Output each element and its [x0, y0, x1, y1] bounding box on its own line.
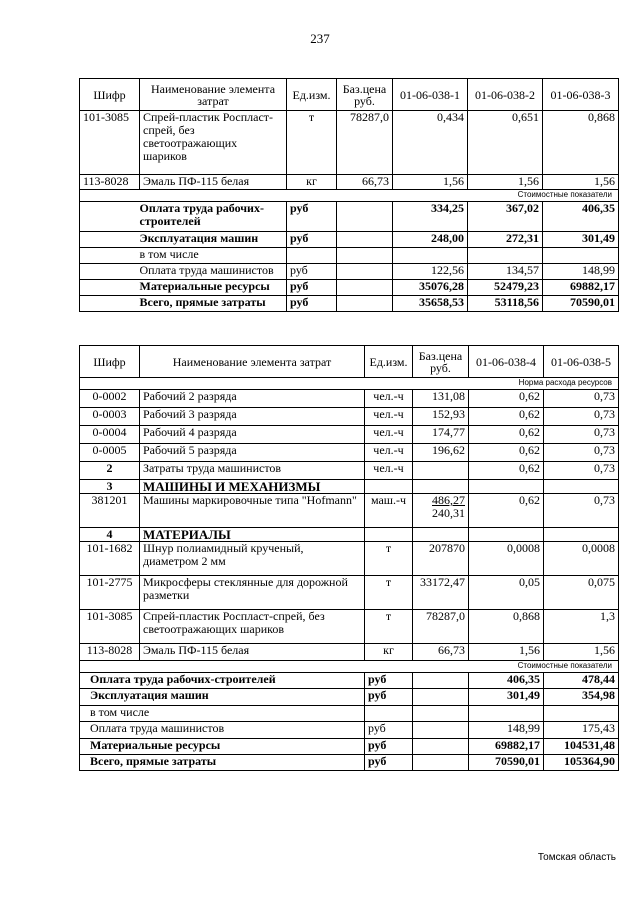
row-value-2: 1,56	[468, 175, 543, 190]
header-price: Баз.цена руб.	[413, 346, 469, 378]
total-value-2: 52479,23	[468, 280, 543, 296]
row-value-5: 0,73	[544, 444, 619, 462]
row-price: 131,08	[413, 390, 469, 408]
table-row	[80, 390, 619, 408]
total-value-5: 104531,48	[544, 739, 619, 755]
total-unit: руб	[365, 722, 413, 739]
total-unit: руб	[287, 264, 337, 280]
total-row	[80, 296, 619, 312]
row-value-4: 0,62	[469, 494, 544, 528]
footer-region: Томская область	[537, 852, 616, 863]
section-title: МАТЕРИАЛЫ	[140, 528, 365, 542]
row-price: 78287,0	[413, 610, 469, 644]
row-value-4: 0,62	[469, 408, 544, 426]
row-value-5: 0,73	[544, 408, 619, 426]
total-name: Оплата труда рабочих-строителей	[80, 673, 365, 689]
row-value-4: 0,62	[469, 390, 544, 408]
row-code: 113-8028	[80, 644, 140, 661]
table-row	[80, 542, 619, 576]
total-value-1: 248,00	[393, 232, 468, 248]
row-value-4: 0,62	[469, 462, 544, 480]
row-value-5: 0,73	[544, 426, 619, 444]
row-value-4: 0,62	[469, 426, 544, 444]
row-price: 207870	[413, 542, 469, 576]
total-value-1: 334,25	[393, 202, 468, 232]
total-row	[80, 722, 619, 739]
total-row	[80, 280, 619, 296]
row-value-4: 0,0008	[469, 542, 544, 576]
row-value-2: 0,651	[468, 111, 543, 175]
header-name: Наименование элемента затрат	[140, 346, 365, 378]
total-name: Материальные ресурсы	[80, 739, 365, 755]
header-price: Баз.цена руб.	[337, 79, 393, 111]
row-code: 113-8028	[80, 175, 140, 190]
total-row	[80, 232, 619, 248]
total-value-1: 35658,53	[393, 296, 468, 312]
table-row	[80, 462, 619, 480]
total-name: в том числе	[80, 706, 365, 722]
row-name: Эмаль ПФ-115 белая	[140, 644, 365, 661]
header-col-2: 01-06-038-2	[468, 79, 543, 111]
total-value-1: 122,56	[393, 264, 468, 280]
resource-table-1	[79, 78, 619, 312]
total-row	[80, 739, 619, 755]
page-number: 237	[310, 31, 330, 46]
total-unit: руб	[365, 739, 413, 755]
section-label-row	[80, 661, 619, 673]
row-name: Микросферы стеклянные для дорожной разметки	[140, 576, 365, 610]
table-row	[80, 576, 619, 610]
row-price: 196,62	[413, 444, 469, 462]
row-name: Спрей-пластик Роспласт-спрей, без светоотражающих шариков	[140, 610, 365, 644]
row-value-1: 1,56	[393, 175, 468, 190]
norm-label: Норма расхода ресурсов	[80, 378, 619, 390]
section-row	[80, 480, 619, 494]
row-value-4: 0,868	[469, 610, 544, 644]
resource-table-2	[79, 345, 619, 771]
row-code: 101-3085	[80, 111, 140, 175]
section-label: Стоимостные показатели	[80, 661, 619, 673]
total-value-2: 134,57	[468, 264, 543, 280]
total-unit: руб	[287, 296, 337, 312]
row-unit: т	[365, 576, 413, 610]
row-name: Рабочий 4 разряда	[140, 426, 365, 444]
total-unit: руб	[287, 202, 337, 232]
row-code: 0-0005	[80, 444, 140, 462]
total-value-2: 53118,56	[468, 296, 543, 312]
total-name: Оплата труда рабочих-строителей	[140, 202, 287, 232]
row-code: 101-1682	[80, 542, 140, 576]
row-code: 2	[80, 462, 140, 480]
row-value-5: 1,3	[544, 610, 619, 644]
row-name: Спрей-пластик Роспласт-спрей, без светоотражающих шариков	[140, 111, 287, 175]
header-unit: Ед.изм.	[287, 79, 337, 111]
row-unit: чел.-ч	[365, 426, 413, 444]
total-row	[80, 202, 619, 232]
row-name: Затраты труда машинистов	[140, 462, 365, 480]
section-label-row	[80, 190, 619, 202]
header-name: Наименование элемента затрат	[140, 79, 287, 111]
section-code: 3	[80, 480, 140, 494]
section-code: 4	[80, 528, 140, 542]
total-unit: руб	[287, 280, 337, 296]
table-row	[80, 644, 619, 661]
row-value-5: 0,73	[544, 390, 619, 408]
row-unit: т	[365, 610, 413, 644]
row-price: 66,73	[337, 175, 393, 190]
total-row	[80, 248, 619, 264]
row-code: 0-0003	[80, 408, 140, 426]
total-value-3: 70590,01	[543, 296, 619, 312]
total-name: Всего, прямые затраты	[80, 755, 365, 771]
total-unit: руб	[365, 673, 413, 689]
row-name: Рабочий 5 разряда	[140, 444, 365, 462]
row-name: Рабочий 3 разряда	[140, 408, 365, 426]
row-value-4: 0,05	[469, 576, 544, 610]
row-unit: т	[287, 111, 337, 175]
row-price: 33172,47	[413, 576, 469, 610]
total-row	[80, 689, 619, 706]
price-top: 486,27	[432, 493, 465, 507]
total-value-5: 478,44	[544, 673, 619, 689]
total-value-3: 69882,17	[543, 280, 619, 296]
total-name: Оплата труда машинистов	[80, 722, 365, 739]
total-value-5: 175,43	[544, 722, 619, 739]
header-col-5: 01-06-038-5	[544, 346, 619, 378]
total-unit: руб	[287, 232, 337, 248]
total-unit: руб	[365, 755, 413, 771]
total-value-4: 406,35	[469, 673, 544, 689]
row-name: Шнур полиамидный крученый, диаметром 2 мм	[140, 542, 365, 576]
row-unit: маш.-ч	[365, 494, 413, 528]
row-unit: кг	[287, 175, 337, 190]
row-unit: чел.-ч	[365, 444, 413, 462]
table-row	[80, 426, 619, 444]
row-unit: т	[365, 542, 413, 576]
section-label: Стоимостные показатели	[80, 190, 619, 202]
row-code: 0-0004	[80, 426, 140, 444]
header-code: Шифр	[80, 346, 140, 378]
section-row	[80, 528, 619, 542]
row-price	[413, 494, 469, 528]
total-name: Всего, прямые затраты	[140, 296, 287, 312]
row-code: 101-2775	[80, 576, 140, 610]
total-name: Эксплуатация машин	[80, 689, 365, 706]
table1-header-row	[80, 79, 619, 111]
row-value-3: 1,56	[543, 175, 619, 190]
total-value-4: 301,49	[469, 689, 544, 706]
table-row	[80, 610, 619, 644]
total-value-5: 105364,90	[544, 755, 619, 771]
header-col-4: 01-06-038-4	[469, 346, 544, 378]
row-value-3: 0,868	[543, 111, 619, 175]
total-name: Материальные ресурсы	[140, 280, 287, 296]
row-value-5: 0,075	[544, 576, 619, 610]
row-unit: чел.-ч	[365, 462, 413, 480]
row-value-5: 0,0008	[544, 542, 619, 576]
row-value-4: 1,56	[469, 644, 544, 661]
total-value-4: 148,99	[469, 722, 544, 739]
section-title: МАШИНЫ И МЕХАНИЗМЫ	[140, 480, 365, 494]
table-row	[80, 111, 619, 175]
table-row	[80, 408, 619, 426]
row-unit: чел.-ч	[365, 408, 413, 426]
header-col-3: 01-06-038-3	[543, 79, 619, 111]
row-unit: кг	[365, 644, 413, 661]
row-name: Рабочий 2 разряда	[140, 390, 365, 408]
row-price: 152,93	[413, 408, 469, 426]
row-value-5: 1,56	[544, 644, 619, 661]
row-price: 66,73	[413, 644, 469, 661]
total-value-3: 406,35	[543, 202, 619, 232]
total-row	[80, 264, 619, 280]
total-value-3: 148,99	[543, 264, 619, 280]
table-row	[80, 175, 619, 190]
row-code: 0-0002	[80, 390, 140, 408]
total-value-3: 301,49	[543, 232, 619, 248]
total-value-1: 35076,28	[393, 280, 468, 296]
norm-label-row	[80, 378, 619, 390]
total-value-2: 272,31	[468, 232, 543, 248]
total-name: Эксплуатация машин	[140, 232, 287, 248]
row-name: Эмаль ПФ-115 белая	[140, 175, 287, 190]
total-value-4: 69882,17	[469, 739, 544, 755]
header-col-1: 01-06-038-1	[393, 79, 468, 111]
table-row	[80, 494, 619, 528]
table2-header-row	[80, 346, 619, 378]
total-row	[80, 706, 619, 722]
row-value-5: 0,73	[544, 494, 619, 528]
total-value-2: 367,02	[468, 202, 543, 232]
row-code: 381201	[80, 494, 140, 528]
row-value-5: 0,73	[544, 462, 619, 480]
row-value-1: 0,434	[393, 111, 468, 175]
total-row	[80, 673, 619, 689]
row-name: Машины маркировочные типа "Hofmann"	[140, 494, 365, 528]
total-name: в том числе	[140, 248, 287, 264]
table-row	[80, 444, 619, 462]
total-row	[80, 755, 619, 771]
price-bottom: 240,31	[432, 506, 465, 520]
header-unit: Ед.изм.	[365, 346, 413, 378]
total-value-5: 354,98	[544, 689, 619, 706]
row-price: 174,77	[413, 426, 469, 444]
total-unit: руб	[365, 689, 413, 706]
header-code: Шифр	[80, 79, 140, 111]
total-name: Оплата труда машинистов	[140, 264, 287, 280]
total-value-4: 70590,01	[469, 755, 544, 771]
row-code: 101-3085	[80, 610, 140, 644]
row-value-4: 0,62	[469, 444, 544, 462]
row-price: 78287,0	[337, 111, 393, 175]
row-unit: чел.-ч	[365, 390, 413, 408]
